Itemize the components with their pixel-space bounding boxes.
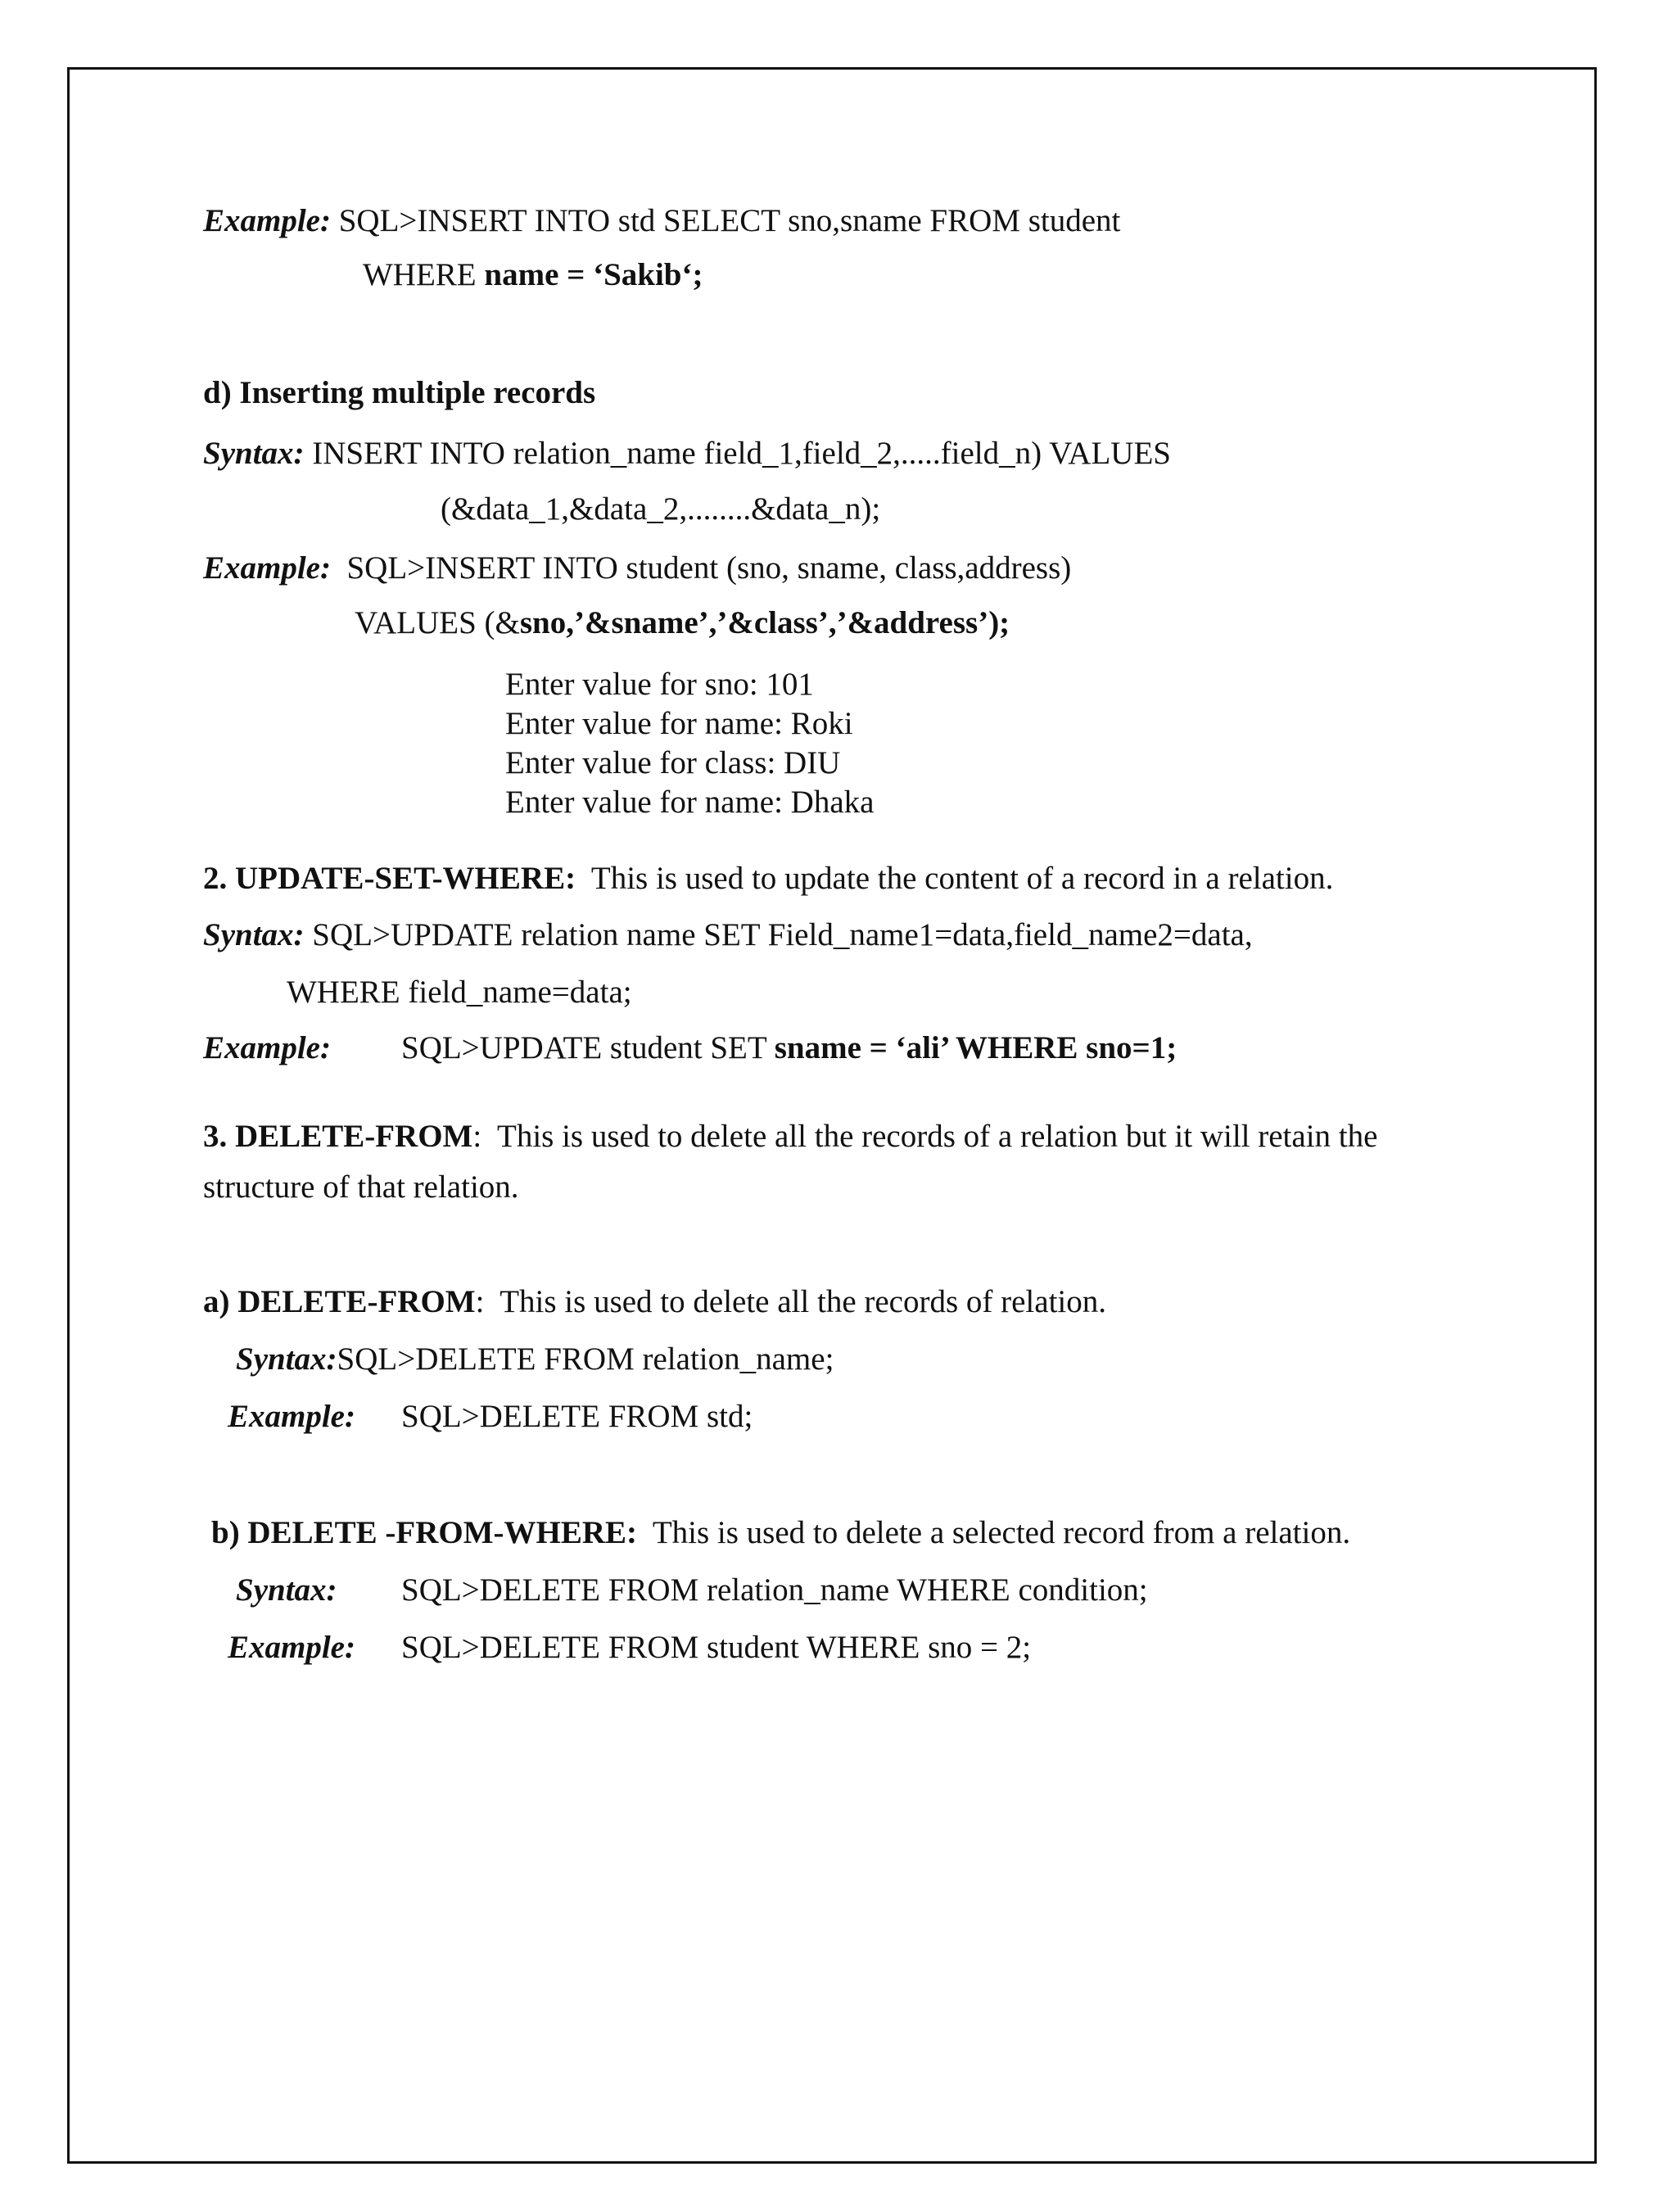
example-label: Example: [228,1399,355,1434]
syntax-label: Syntax: [236,1572,337,1608]
insert-multiple-syntax-line2: (&data_1,&data_2,........&data_n); [441,491,881,527]
section-heading-update: 2. UPDATE-SET-WHERE: [203,861,576,896]
sql-code: VALUES (& [355,605,520,640]
update-syntax-line2: WHERE field_name=data; [287,975,632,1010]
prompt-line: Enter value for sno: 101 [505,667,814,702]
update-description: This is used to update the content of a record in a relation. [576,861,1334,896]
syntax-label: Syntax: [203,917,305,952]
delete-where-syntax-label [236,1574,337,1606]
delete-where-example-label [228,1631,355,1663]
sql-code: SQL>UPDATE relation name SET Field_name1=data,field_name2=data, [304,917,1253,952]
section-heading-insert-multiple: d) Inserting multiple records [203,375,596,410]
syntax-label: Syntax: [203,436,305,471]
sql-code: INSERT INTO relation_name field_1,field_2,.....field_n) VALUES [304,436,1171,471]
prompt-line: Enter value for name: Dhaka [505,785,875,820]
sql-code-bold: sno,’&sname’,’&class’,’&address’); [519,605,1010,640]
syntax-label: Syntax: [236,1341,337,1377]
delete-all-syntax-line [236,1343,834,1375]
example-label: Example: [228,1630,355,1665]
sql-code: SQL>INSERT INTO std SELECT sno,sname FROM student [330,203,1121,238]
example-label: Example: [203,550,331,586]
delete-description: : This is used to delete all the records of a relation but it will retain the [472,1119,1378,1154]
section-heading-delete-all: a) DELETE-FROM [203,1284,476,1319]
insert-multiple-example-line2 [355,607,1010,639]
update-example-line [203,1032,331,1064]
insert-select-example-line2 [363,259,703,291]
delete-where-example-code: SQL>DELETE FROM student WHERE sno = 2; [401,1630,1032,1665]
prompt-line: Enter value for class: DIU [505,745,841,780]
delete-where-heading-line [211,1517,1350,1549]
update-example-code [401,1032,1177,1064]
insert-select-example-line1 [203,205,1120,237]
sql-code: WHERE [363,257,485,292]
section-heading-delete: 3. DELETE-FROM [203,1119,473,1154]
sql-code: SQL>UPDATE student SET [401,1030,775,1065]
sql-code: SQL>INSERT INTO student (sno, sname, class,address) [330,550,1072,586]
sql-code: SQL>DELETE FROM relation_name; [337,1341,834,1377]
delete-where-syntax-code: SQL>DELETE FROM relation_name WHERE condition; [401,1572,1148,1608]
delete-description-line2: structure of that relation. [203,1169,519,1205]
sql-code-bold: name = ‘Sakib‘; [484,257,703,292]
delete-all-heading-line [203,1286,1106,1318]
delete-all-example-code: SQL>DELETE FROM std; [401,1399,753,1434]
example-label: Example: [203,1030,331,1065]
delete-heading-line [203,1120,1377,1152]
delete-all-description: : This is used to delete all the records of relation. [475,1284,1106,1319]
insert-multiple-example-line1 [203,552,1071,584]
update-heading-line [203,862,1333,894]
delete-where-description: This is used to delete a selected record from a relation. [637,1515,1351,1550]
insert-multiple-syntax-line1 [203,437,1171,469]
example-label: Example: [203,203,331,238]
delete-all-example-label [228,1400,355,1432]
update-syntax-line1 [203,919,1253,951]
prompt-line: Enter value for name: Roki [505,706,853,741]
sql-code-bold: sname = ‘ali’ WHERE sno=1; [774,1030,1178,1065]
section-heading-delete-where: b) DELETE -FROM-WHERE: [211,1515,638,1550]
